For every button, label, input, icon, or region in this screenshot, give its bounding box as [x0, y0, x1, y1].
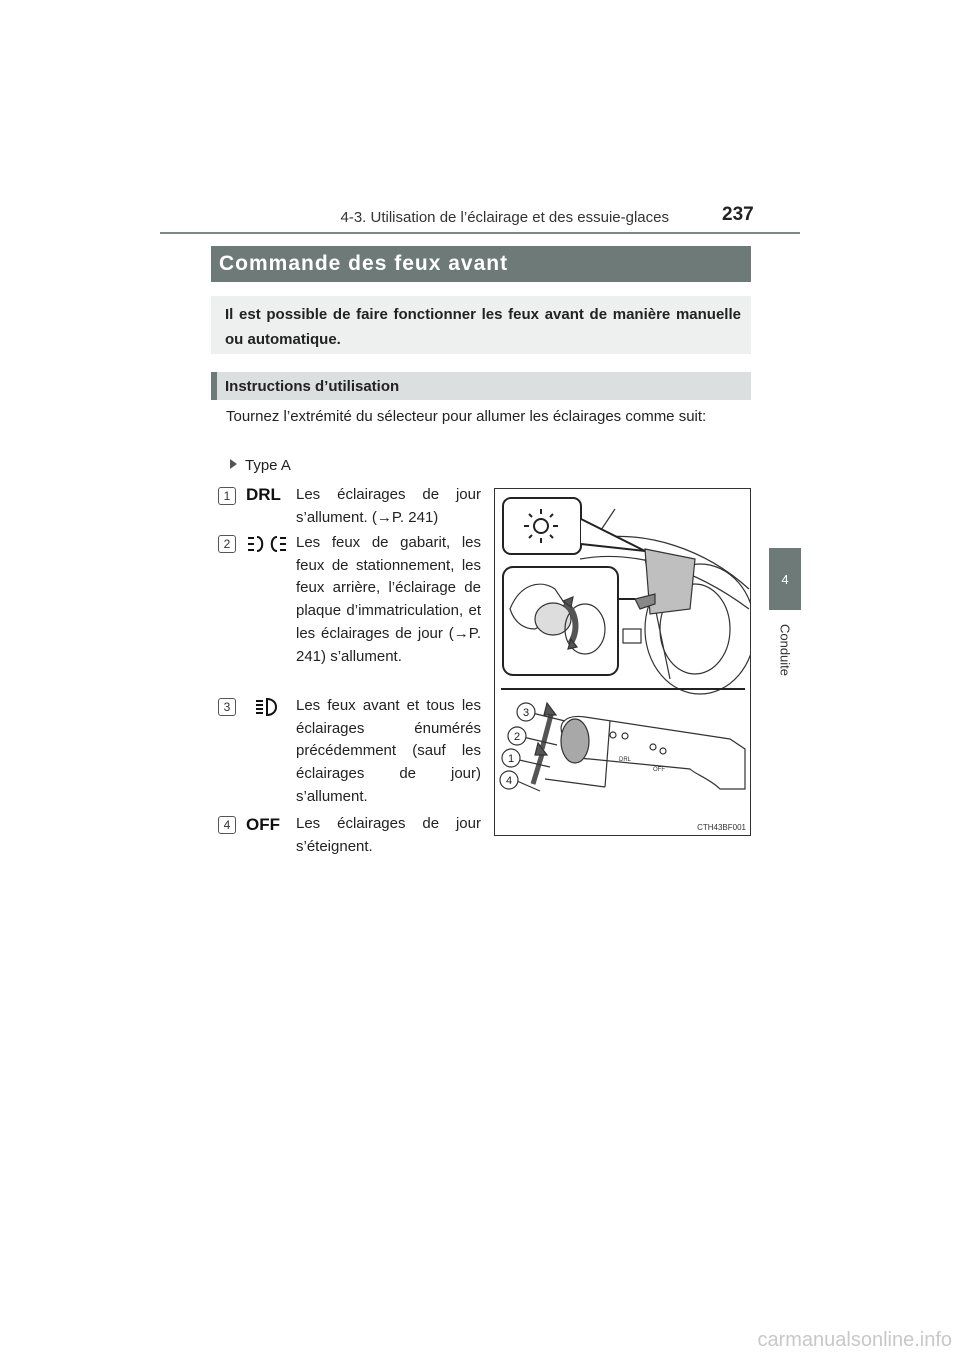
page-title: Commande des feux avant: [211, 246, 751, 282]
page-number: 237: [722, 204, 754, 225]
subheading: Instructions d’utilisation: [211, 372, 751, 400]
callout-3: 3: [522, 707, 530, 719]
bullet-triangle-icon: [230, 459, 237, 469]
body-paragraph: Tournez l’extrémité du sélecteur pour allumer les éclairages comme suit:: [226, 408, 707, 425]
figure-code: CTH43BF001: [697, 823, 746, 832]
illustration: [495, 489, 750, 835]
watermark: carmanualsonline.info: [757, 1329, 952, 1351]
item-text-2: Les feux de gabarit, les feux de stationnement, les feux arrière, l’éclairage de plaque d’immatriculation, et les éclairages de jour (→P. 241) s’allument.: [296, 534, 481, 665]
item-text-3: Les feux avant et tous les éclairages énumérés précédemment (sauf les éclairages de jour) s’allument.: [296, 697, 481, 805]
header-divider: [160, 232, 800, 234]
parking-lights-icon: [246, 533, 290, 555]
lever-off-label: OFF: [653, 767, 665, 773]
type-label: Type A: [226, 455, 291, 477]
item-number-4: 4: [218, 816, 236, 834]
callout-4: 4: [505, 775, 513, 787]
callout-1: 1: [507, 753, 515, 765]
chapter-label: Conduite: [777, 623, 793, 677]
headlight-icon: [246, 696, 290, 718]
item-number-1: 1: [218, 487, 236, 505]
drl-icon: DRL: [246, 485, 281, 504]
callout-2: 2: [513, 731, 521, 743]
item-text-1: Les éclairages de jour s’allument. (→P. 241): [296, 486, 481, 526]
item-text-4: Les éclairages de jour s’éteignent.: [296, 815, 481, 855]
item-number-3: 3: [218, 698, 236, 716]
section-title: 4-3. Utilisation de l’éclairage et des essuie-glaces: [340, 209, 669, 226]
item-number-2: 2: [218, 535, 236, 553]
chapter-tab: 4: [769, 548, 801, 610]
off-icon: OFF: [246, 815, 280, 834]
lever-drl-label: DRL: [619, 757, 632, 763]
intro-box: Il est possible de faire fonctionner les feux avant de manière manuelle ou automatique.: [211, 296, 751, 354]
headlight-switch-figure: [494, 488, 751, 836]
